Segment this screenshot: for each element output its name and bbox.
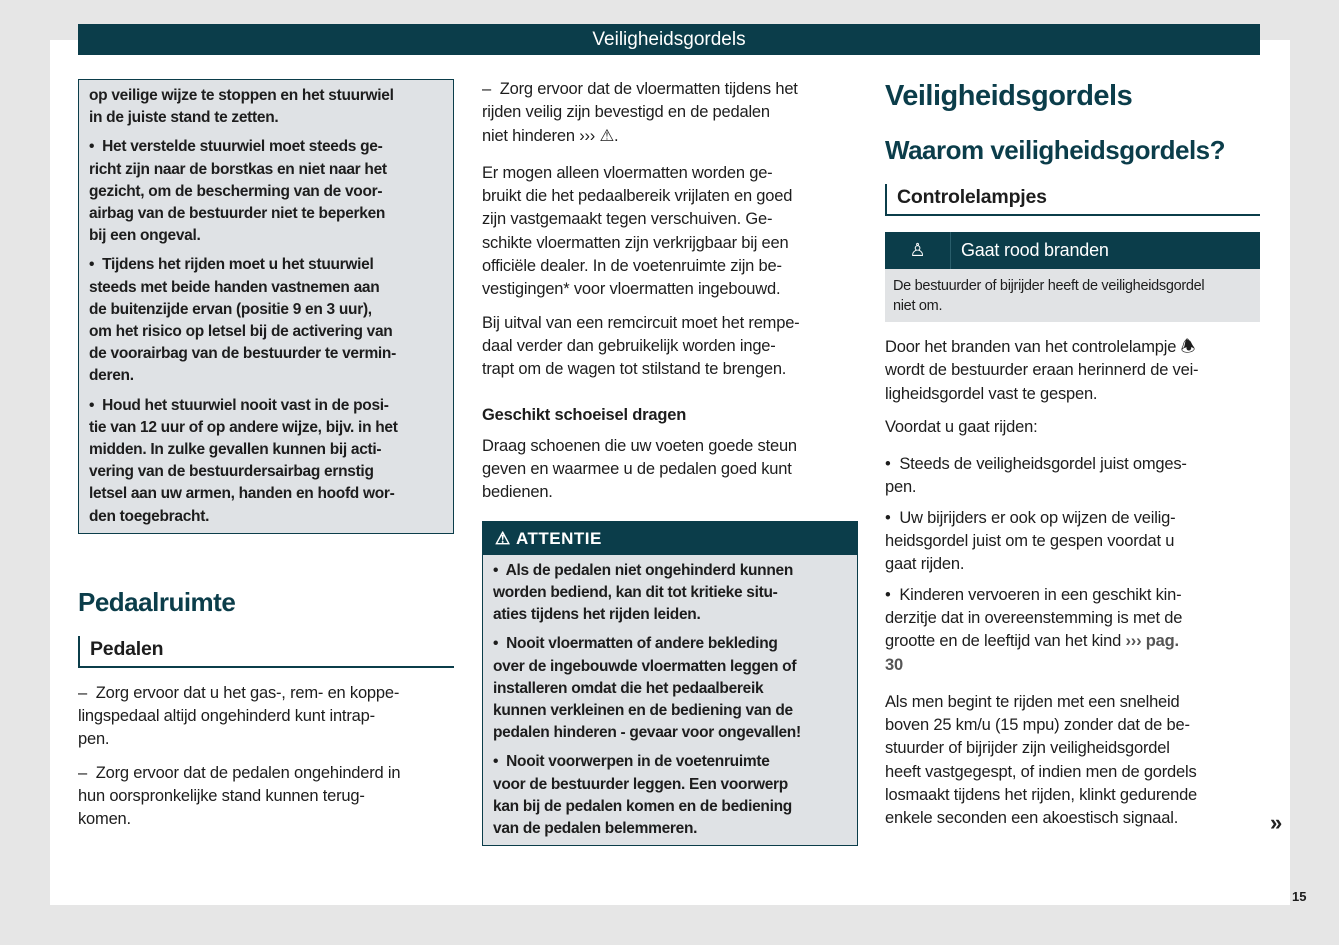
bullet: • Uw bijrijders er ook op wijzen de veilig- heidsgordel juist om te gespen voordat u gaat rijden. [885,508,1176,574]
attention-item: • Nooit vloermatten of andere bekleding over de ingebouwde vloermatten leggen of installeren omdat die het pedaalbereik kunnen verkleinen en de bediening van de pedalen hinderen - gevaar voor ongevallen! [493,635,801,742]
section-title: Waarom veiligheidsgordels? [885,135,1226,165]
section-title: Pedaalruimte [78,586,236,617]
paragraph: Bij uitval van een remcircuit moet het rempe- daal verder dan gebruikelijk worden inge- trapt om de wagen tot stilstand te brengen. [482,313,800,379]
lamp-label: Gaat rood branden [961,239,1109,260]
lamp-description: De bestuurder of bijrijder heeft de veiligheidsgordel niet om. [885,269,1260,322]
attention-item: • Nooit voorwerpen in de voetenruimte voor de bestuurder leggen. Een voorwerp kan bij de pedalen komen en de bediening van de pedalen belemmeren. [493,753,792,837]
bullet: • Kinderen vervoeren in een geschikt kin- derzitje dat in overeenstemming is met de grootte en de leeftijd van het kind [885,585,1183,651]
chapter-title: Veiligheidsgordels [885,80,1133,112]
page-header: Veiligheidsgordels [78,24,1260,55]
paragraph: Als men begint te rijden met een snelheid boven 25 km/u (15 mpu) zonder dat de be- stuurder of bijrijder zijn veiligheidsgordel heeft vastgegespt, of indien men de gordels losmaakt tijdens het rijden, klinkt gedurende enkele seconden een akoestisch signaal. [885,692,1198,828]
attention-header [483,522,857,555]
paragraph: Voordat u gaat rijden: [885,417,1038,436]
warning-triangle-icon: ⚠ [495,528,511,548]
subsection-title: Pedalen [78,636,454,668]
page-link[interactable]: ››› pag. 30 [885,632,1179,674]
column-2 [482,78,858,846]
page-number: 15 [1292,889,1307,904]
warning-box-continued [78,79,454,534]
column-1 [78,79,454,842]
subsection-title: Controlelampjes [885,184,1260,216]
subheading: Geschikt schoeisel dragen [482,405,687,424]
column-3 [885,78,1282,836]
continue-marker: » [1269,810,1282,836]
paragraph: Er mogen alleen vloermatten worden ge- bruikt die het pedaalbereik vrijlaten en goed zijn vastgemaakt tegen verschuiven. Ge- schikte vloermatten zijn verkrijgbaar bij een officiële dealer. In de voetenruimte zijn be- vestigingen* voor vloermatten ingebouwd. [482,163,793,299]
seatbelt-icon: ♙ [885,232,951,269]
warning-text: op veilige wijze te stoppen en het stuurwiel in de juiste stand te zetten. [89,87,394,127]
list-item: – Zorg ervoor dat de vloermatten tijdens het rijden veilig zijn bevestigd en de pedalen niet hinderen ››› ⚠. [482,80,798,145]
warning-bullet: • Houd het stuurwiel nooit vast in de posi- tie van 12 uur of op andere wijze, bijv. in het midden. In zulke gevallen kunnen bij acti- vering van de bestuurdersairbag ernstig letsel aan uw armen, handen en hoofd wor- den toegebracht. [89,396,398,525]
bullet: • Steeds de veiligheidsgordel juist omges- pen. [885,455,1187,497]
attention-item: • Als de pedalen niet ongehinderd kunnen worden bediend, kan dit tot kritieke situ- aties tijdens het rijden leiden. [493,561,794,624]
list-item: – Zorg ervoor dat u het gas-, rem- en koppe- lingspedaal altijd ongehinderd kunt intrap- pen. [78,683,400,749]
attention-title: ATTENTIE [515,528,602,548]
paragraph: Draag schoenen die uw voeten goede steun geven en waarmee u de pedalen goed kunt bedienen. [482,436,797,502]
warning-bullet: • Tijdens het rijden moet u het stuurwiel steeds met beide handen vastnemen aan de buitenzijde ervan (positie 9 en 3 uur), om het risico op letsel bij de activering van de voorairbag van de bestuurder te vermin- deren. [89,256,396,385]
warning-bullet: • Het verstelde stuurwiel moet steeds ge- richt zijn naar de borstkas en niet naar het gezicht, om de bescherming van de voor- airbag van de bestuurder niet te beperken bij een ongeval. [89,138,387,245]
attention-box [482,521,858,846]
list-item: – Zorg ervoor dat de pedalen ongehinderd in hun oorspronkelijke stand kunnen terug- komen. [78,763,401,829]
warning-lamp-table [885,232,1260,322]
paragraph: Door het branden van het controlelampje 🕭 wordt de bestuurder eraan herinnerd de vei- ligheidsgordel vast te gespen. [885,338,1199,403]
